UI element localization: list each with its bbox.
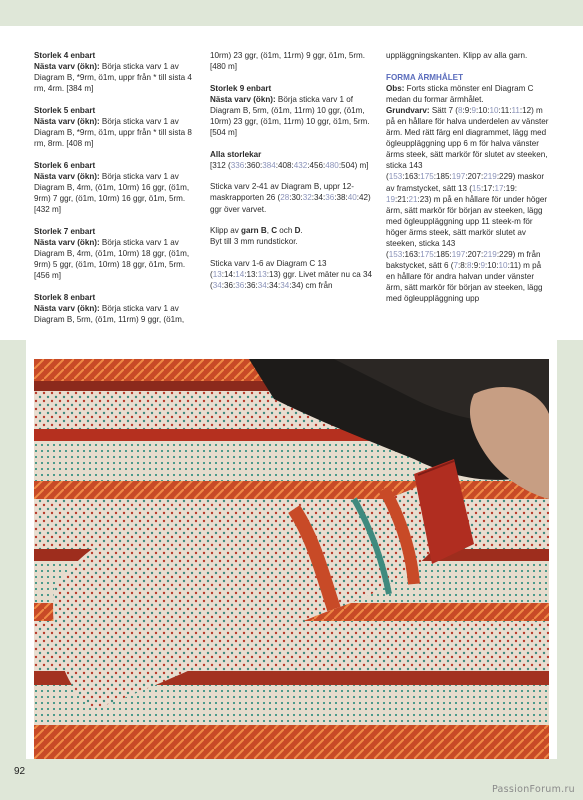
- instruction-text: Börja sticka varv 1 av Diagram B, *9rm, ö1m, uppr från * till sista 4 rm, 4rm. [384 m]: [34, 62, 192, 94]
- count-alt: 28: [280, 193, 290, 203]
- count-alt: 19: [386, 194, 396, 204]
- count-alt: 219: [483, 250, 497, 260]
- count-alt: 15: [471, 183, 481, 193]
- count-alt: 153: [388, 172, 403, 182]
- count-alt: 7: [453, 261, 458, 271]
- count-text: :408:: [275, 160, 294, 170]
- size-heading: Alla storlekar: [210, 149, 262, 159]
- size-heading: Storlek 8 enbart: [34, 292, 96, 302]
- sweater-photo: [34, 359, 549, 759]
- paragraph-text: :229) m från bakstycket, sätt 6 (: [386, 250, 541, 271]
- paragraph-text: :185:: [433, 172, 452, 182]
- size-4-block: [34, 50, 199, 94]
- count-text: :456:: [307, 160, 326, 170]
- size-7-block: [34, 226, 199, 281]
- count-alt: 8: [467, 261, 472, 271]
- yarn-label: C: [271, 226, 278, 236]
- paragraph-text: :163:: [402, 250, 421, 260]
- paragraph-text: Klipp av: [210, 226, 242, 236]
- row-label: Nästa varv (ökn):: [34, 303, 100, 313]
- paragraph-text: :9:: [471, 261, 481, 271]
- count-alt: 36: [235, 281, 245, 290]
- paragraph-text: :30:: [289, 193, 303, 203]
- count-alt: 336: [230, 160, 245, 170]
- text-column-2: [210, 50, 378, 302]
- obs-text: Forts sticka mönster enl Diagram C medan du formar ärmhålet.: [386, 83, 534, 104]
- page-number: 92: [14, 766, 26, 777]
- count-alt: 9: [480, 261, 486, 271]
- paragraph-text: :13) ggr. Livet mäter nu ca 34 (: [210, 269, 373, 290]
- count-alt: 219: [483, 172, 497, 182]
- paragraph-text: :23) m på en hållare för under höger ärm, sätt markör för början av steeken, lägg med ögleuppläggning upp 11 steek-m för höger ärms steek, sätt markör slutet av steeken, sticka 143 (: [386, 194, 548, 260]
- paragraph-text: :21:: [395, 194, 409, 204]
- size-heading: Storlek 5 enbart: [34, 105, 96, 115]
- paragraph-text: :34) cm från: [289, 281, 333, 290]
- count-alt: 153: [388, 250, 403, 260]
- paragraph-text: :12) m på en hållare för halva underdelen av vänster ärm. Med rätt färg enl diagrammet, lägg med ögleuppläggning upp 6 m för halva vänster ärms steek, sätt markör för slutet av steeken, sticka 143 (: [386, 105, 549, 182]
- section-title: FORMA ÄRMHÅLET: [386, 72, 464, 82]
- instruction-text: Börja sticka varv 1 of Diagram B, 5rm, (ö1m, 11rm) 10 ggr, (ö1m, 10rm) 23 ggr, (ö1m, 11rm) 10 ggr, ö1m, 5rm. [504 m]: [210, 94, 370, 138]
- paragraph-text: :11) m på en hållare för andra halvan under vänster ärm, sätt markör för början av steeken, lägg med ögleuppläggning upp: [386, 261, 543, 304]
- count-text: [312 (: [210, 160, 231, 170]
- size-heading: Storlek 9 enbart: [210, 83, 272, 93]
- paragraph-text: :34:: [311, 193, 326, 203]
- count-alt: 34: [212, 281, 222, 290]
- count-alt: 40: [347, 193, 357, 203]
- paragraph-text: Sticka varv 1-6 av Diagram C 13 (: [210, 258, 327, 279]
- watermark: PassionForum.ru: [491, 784, 575, 795]
- diagram-c-paragraph: [210, 258, 378, 291]
- cut-yarn-paragraph: [210, 225, 378, 247]
- row-label: Nästa varv (ökn):: [34, 171, 100, 181]
- top-band: [0, 0, 583, 26]
- size-5-block: [34, 105, 199, 149]
- count-alt: 175: [420, 172, 434, 182]
- instruction-text: Börja sticka varv 1 av Diagram B, *9rm, ö1m, uppr från * till sista 8 rm, 8rm. [408 m]: [34, 116, 192, 149]
- continuation-text: 10rm) 23 ggr, (ö1m, 11rm) 9 ggr, ö1m, 5rm. [480 m]: [210, 51, 366, 72]
- paragraph-text: :17:: [480, 183, 495, 193]
- paragraph-text: .: [300, 226, 303, 236]
- paragraph-text: :36:: [244, 281, 258, 290]
- yarn-label: D: [294, 226, 301, 236]
- count-alt: 8: [457, 105, 463, 115]
- paragraph-text: :10:: [476, 105, 490, 115]
- sweater-illustration: [34, 359, 549, 759]
- count-alt: 13: [257, 269, 267, 279]
- count-alt: 14: [235, 269, 245, 279]
- continuation-text: uppläggningskanten. Klipp av alla garn.: [386, 51, 528, 60]
- paragraph-text: :42) ggr över varvet.: [210, 193, 371, 214]
- size-heading: Storlek 7 enbart: [34, 226, 96, 236]
- size-8-block: [34, 292, 199, 325]
- size-6-block: [34, 160, 199, 215]
- row-label: Nästa varv (ökn):: [34, 237, 100, 247]
- paragraph-text: :185:: [433, 250, 452, 260]
- paragraph-text: :14:: [221, 269, 236, 279]
- paragraph-text: :36:: [221, 281, 236, 290]
- yarn-label: garn B: [241, 226, 267, 236]
- armhole-section: [386, 72, 552, 305]
- size-heading: Storlek 6 enbart: [34, 160, 96, 170]
- count-alt: 17: [494, 183, 504, 193]
- all-sizes-block: [210, 149, 378, 171]
- row-label: Nästa varv (ökn):: [34, 116, 100, 126]
- instruction-text: Börja sticka varv 1 av Diagram B, 5rm, (ö1m, 11rm) 9 ggr, (ö1m,: [34, 303, 185, 324]
- row-label: Nästa varv (ökn):: [34, 62, 100, 72]
- count-text: :504) m]: [338, 160, 369, 170]
- diagram-b-paragraph: [210, 181, 378, 214]
- count-alt: 480: [325, 160, 339, 170]
- count-alt: 175: [420, 250, 434, 260]
- paragraph-text: :229) maskor av framstycket, sätt 13 (: [386, 172, 545, 193]
- paragraph-text: :19:: [503, 183, 517, 193]
- paragraph-text: och: [277, 226, 295, 236]
- size-heading: Storlek 4 enbart: [34, 51, 96, 60]
- paragraph-text: :11:: [498, 105, 512, 115]
- paragraph-text: :13:: [244, 269, 258, 279]
- count-text: :360:: [244, 160, 263, 170]
- count-alt: 36: [325, 193, 335, 203]
- base-row-label: Grundvarv:: [386, 105, 430, 115]
- paragraph-text: :10:: [485, 261, 499, 271]
- instruction-text: Börja sticka varv 1 av Diagram B, 4rm, (ö1m, 10rm) 16 ggr, (ö1m, 9rm) 7 ggr, (ö1m, 10rm) 16 ggr, ö1m, 5rm. [432 m]: [34, 171, 190, 215]
- paragraph-text: :207:: [465, 172, 484, 182]
- count-alt: 34: [257, 281, 267, 290]
- instruction-text: Börja sticka varv 1 av Diagram B, 4rm, (ö1m, 10rm) 18 ggr, (ö1m, 9rm) 5 ggr, (ö1m, 10rm) 18 ggr, ö1m, 5rm. [456 m]: [34, 237, 190, 281]
- paragraph-text: :34:: [266, 281, 281, 290]
- count-alt: 21: [408, 194, 418, 204]
- count-alt: 32: [302, 193, 312, 203]
- row-label: Nästa varv (ökn):: [210, 94, 276, 104]
- count-alt: 432: [293, 160, 308, 170]
- count-alt: 10: [498, 261, 508, 271]
- paragraph-text: :8:: [458, 261, 467, 271]
- size-9-block: [210, 83, 378, 138]
- paragraph-text: Sticka varv 2-41 av Diagram B, uppr 12-maskrapporten 26 (: [210, 182, 354, 203]
- paragraph-text: Byt till 3 mm rundstickor.: [210, 237, 298, 247]
- obs-label: Obs:: [386, 83, 405, 93]
- paragraph-text: :9:: [462, 105, 472, 115]
- count-alt: 13: [212, 269, 222, 279]
- count-alt: 11: [511, 105, 520, 115]
- count-alt: 384: [262, 160, 276, 170]
- count-alt: 197: [451, 250, 466, 260]
- paragraph-text: ,: [266, 226, 272, 236]
- text-column-3: [386, 50, 552, 305]
- paragraph-text: Sätt 7 (: [429, 105, 458, 115]
- count-alt: 9: [471, 105, 477, 115]
- text-column-1: [34, 50, 199, 335]
- paragraph-text: :163:: [402, 172, 421, 182]
- paragraph-text: :207:: [465, 250, 484, 260]
- count-alt: 10: [489, 105, 499, 115]
- paragraph-text: :38:: [334, 193, 348, 203]
- count-alt: 197: [451, 172, 466, 182]
- count-alt: 34: [280, 281, 290, 290]
